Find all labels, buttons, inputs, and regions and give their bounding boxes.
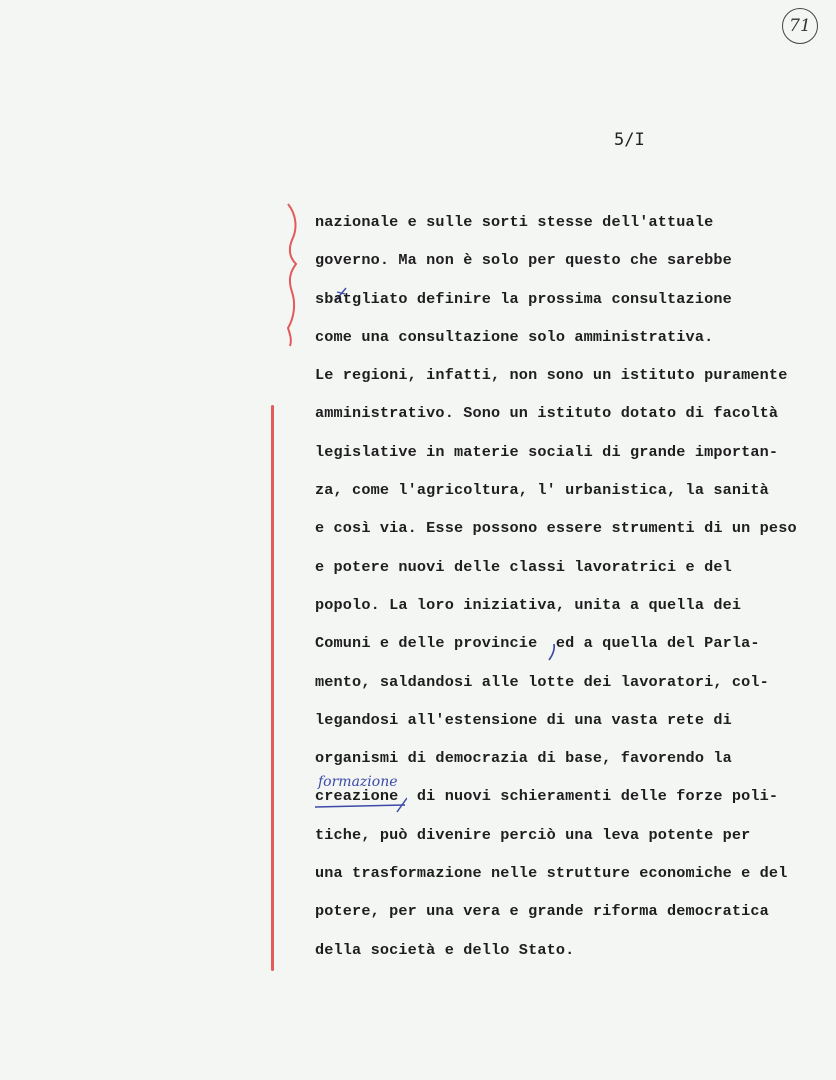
page-number: 5/I <box>614 130 645 150</box>
text-line: Le regioni, infatti, non sono un istituto puramente <box>315 366 788 385</box>
text-line: creazione di nuovi schieramenti delle forze poli- <box>315 787 779 806</box>
text-line: organismi di democrazia di base, favorendo la <box>315 749 732 768</box>
text-line: nazionale e sulle sorti stesse dell'attuale <box>315 213 714 231</box>
text-line: za, come l'agricoltura, l' urbanistica, la sanità <box>315 481 769 500</box>
text-line: amministrativo. Sono un istituto dotato di facoltà <box>315 404 779 423</box>
text-line: tiche, può divenire perciò una leva potente per <box>315 825 751 844</box>
text-line: e potere nuovi delle classi lavoratrici e del <box>315 557 732 576</box>
text-line: una trasformazione nelle strutture economiche e del <box>315 864 788 883</box>
archive-stamp <box>782 8 818 44</box>
text-line: legislative in materie sociali di grande importan- <box>315 442 779 461</box>
text-line: Comuni e delle provincie ed a quella del Parla- <box>315 634 760 653</box>
text-line: popolo. La loro iniziativa, unita a quella dei <box>315 595 742 614</box>
text-line: potere, per una vera e grande riforma democratica <box>315 902 769 921</box>
stamp-number: 71 <box>789 16 811 36</box>
text-line: come una consultazione solo amministrativa. <box>315 327 714 346</box>
text-line: sbatgliato definire la prossima consultazione <box>315 289 732 308</box>
text-line: mento, saldandosi alle lotte dei lavoratori, col- <box>315 672 769 691</box>
red-bracket-mark <box>282 200 306 350</box>
text-line: della società e dello Stato. <box>315 940 575 959</box>
text-line: e così via. Esse possono essere strumenti di un peso <box>315 519 797 538</box>
typed-text-block <box>315 212 797 978</box>
text-line: legandosi all'estensione di una vasta rete di <box>315 710 732 729</box>
red-margin-line <box>271 405 274 971</box>
text-line: governo. Ma non è solo per questo che sarebbe <box>315 251 732 270</box>
handwritten-annotation: formazione <box>318 774 398 790</box>
